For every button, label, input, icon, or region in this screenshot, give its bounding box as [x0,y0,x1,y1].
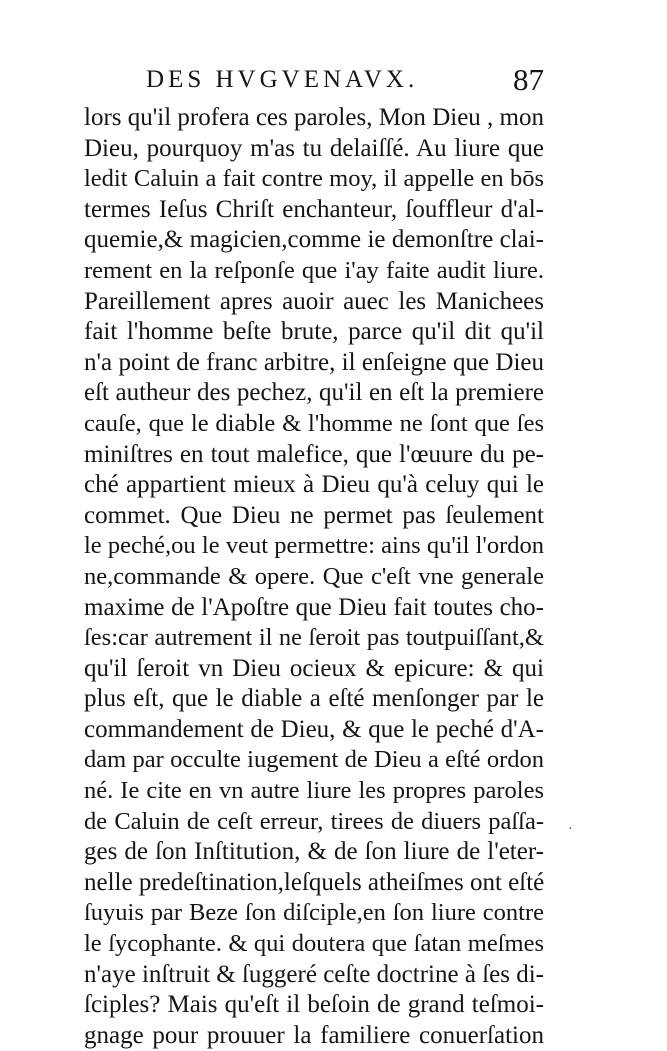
ink-speck: · [568,822,573,837]
text-line: miniſtres en tout malefice, que l'œuure du pe- [84,440,544,468]
text-line: qu'il ſeroit vn Dieu ocieux & epicure: & qui [84,654,544,682]
body-text [84,103,544,1051]
text-line: ſes:car autrement il ne ſeroit pas toutpuiſſant,& [84,624,544,652]
text-line: ſciples? Mais qu'eſt il beſoin de grand teſmoi- [84,991,544,1019]
text-line: gnage pour prouuer la familiere conuerſation [84,1021,544,1049]
text-line: Dieu, pourquoy m'as tu delaiſſé. Au liure que [84,134,544,162]
text-line: eſt autheur des pechez, qu'il en eſt la premiere [84,379,544,407]
text-line: plus eſt, que le diable a eſté menſonger par le [84,685,544,713]
text-line: le ſycophante. & qui doutera que ſatan meſmes [84,930,544,958]
text-line: n'a point de franc arbitre, il enſeigne que Dieu [84,348,544,376]
text-line: ges de ſon Inſtitution, & de ſon liure de l'eter- [84,838,544,866]
text-line: commet. Que Dieu ne permet pas ſeulement [84,501,544,529]
page-header [84,62,544,102]
text-line: fait l'homme beſte brute, parce qu'il dit qu'il [84,318,544,346]
text-line: ché appartient mieux à Dieu qu'à celuy qui le [84,471,544,499]
text-line: ne,commande & opere. Que c'eſt vne generale [84,562,544,590]
text-line: nelle predeſtination,leſquels atheiſmes ont eſté [84,868,545,896]
running-title: DES HVGVENAVX. [146,66,419,93]
text-line: de Caluin de ceſt erreur, tirees de diuers paſſa- [84,807,544,835]
text-line: dam par occulte iugement de Dieu a eſté ordon [84,746,544,774]
text-line: le peché,ou le veut permettre: ains qu'il l'ordon [84,532,544,560]
text-line: né. Ie cite en vn autre liure les propres paroles [84,777,544,805]
text-line: termes Ieſus Chriſt enchanteur, ſouffleur d'al- [84,195,544,223]
text-line: commandement de Dieu, & que le peché d'A- [84,715,544,743]
text-line: Pareillement apres auoir auec les Manichees [84,287,544,315]
text-line: lors qu'il profera ces paroles, Mon Dieu , mon [84,104,544,131]
text-line: cauſe, que le diable & l'homme ne ſont que ſes [84,409,544,437]
text-line: rement en la reſponſe que i'ay faite audit liure. [84,256,544,284]
text-line: n'aye inſtruit & ſuggeré ceſte doctrine à ſes di- [84,960,544,988]
text-line: quemie,& magicien,comme ie demonſtre clai- [84,226,544,254]
text-line: maxime de l'Apoſtre que Dieu fait toutes cho- [84,593,544,621]
text-line: ſuyuis par Beze ſon diſciple,en ſon liure contre [84,899,544,927]
page-number: 87 [513,62,544,97]
text-line: ledit Caluin a fait contre moy, il appelle en bōs [84,165,544,193]
